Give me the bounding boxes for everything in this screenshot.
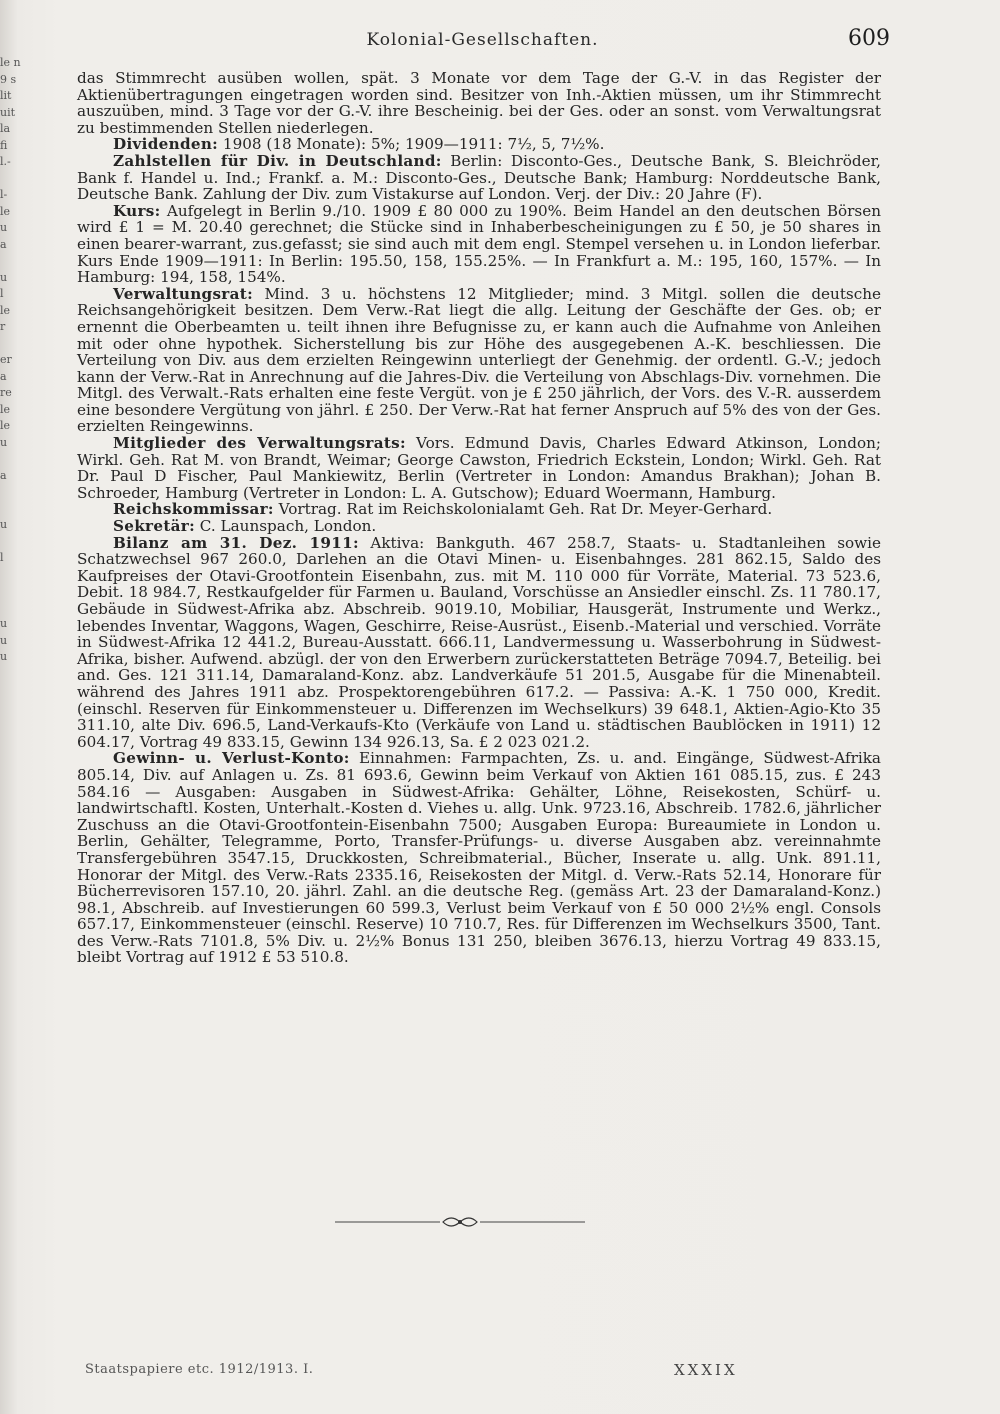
margin-fragment: [0, 600, 18, 617]
margin-fragment: er: [0, 353, 12, 366]
section-label: Zahlstellen für Div. in Deutschland:: [113, 151, 442, 170]
margin-fragment: le: [0, 204, 11, 218]
margin-fragment: [0, 484, 18, 501]
page-header: [75, 26, 890, 60]
page-number: 609: [848, 26, 890, 51]
paragraph-board-members: Mitglieder des Verwaltungsrats: Vors. Edmund Davis, Charles Edward Atkinson, London; Wirkl. Geh. Rat M. von Brandt, Weimar; George Cawston, Friedrich Eckstein, London; Wirkl. Geh. Rat Dr. Paul D Fischer, Paul Mankiewitz, Berlin (Vertreter in London: Amandus Brakhan); Johan B. Schroeder, Hamburg (Vertreter in London: L. A. Gutschow); Eduard Woermann, Hamburg.: [77, 434, 881, 502]
margin-fragment: u: [0, 617, 8, 630]
paragraph-board: Verwaltungsrat: Mind. 3 u. höchstens 12 Mitglieder; mind. 3 Mitgl. sollen die deutsche Reichsangehörigkeit besitzen. Dem Verw.-Rat liegt die allg. Leitung der Geschäfte der Ges. ob; er ernennt die Oberbeamten u. teilt ihnen ihre Befugnisse zu, er kann auch die Aufnahme von Anleihen mit oder ohne hypothek. Sicherstellung bis zur Höhe des ausgegebenen A.-K. beschliessen. Die Verteilung von Div. aus dem erzielten Reingewinn unterliegt der Genehmig. der ordentl. G.-V.; jedoch kann der Verw.-Rat in Anrechnung auf die Jahres-Div. die Verteilung von Abschlags-Div. vornehmen. Die Mitgl. des Verwalt.-Rats erhalten eine feste Vergüt. von je £ 250 jährlich, der Vors. des V.-R. ausserdem eine besondere Vergütung von jährl. £ 250. Der Verw.-Rat hat ferner Anspruch auf 5% des von der Ges. erzielten Reingewinns.: [77, 284, 881, 436]
body-text: [77, 70, 881, 966]
ornament-divider: [335, 1212, 585, 1232]
section-label: Dividenden:: [113, 135, 219, 154]
margin-fragment: u: [0, 518, 8, 531]
section-label: Sekretär:: [113, 517, 195, 536]
margin-fragment: [0, 567, 18, 584]
margin-fragment: [0, 583, 18, 600]
margin-fragment: [0, 534, 18, 551]
margin-fragment: a: [0, 237, 7, 251]
margin-fragment: u: [0, 633, 8, 647]
margin-fragment: a: [0, 468, 7, 482]
margin-fragment: l: [0, 551, 4, 564]
footer-sheet-number: XXXIX: [674, 1361, 738, 1379]
paragraph-dividends: Dividenden: 1908 (18 Monate): 5%; 1909—1911: 7½, 5, 7½%.: [113, 135, 605, 154]
margin-fragment: le: [0, 303, 11, 317]
adjacent-page-margin: [0, 55, 21, 675]
paragraph-price: Kurs: Aufgelegt in Berlin 9./10. 1909 £ 80 000 zu 190%. Beim Handel an den deutschen Börsen wird £ 1 = M. 20.40 gerechnet; die Stücke sind in Inhaberbescheinigungen zu £ 50, je 50 shares in einen bearer-warrant, zus.gefasst; sie sind auch mit dem engl. Stempel versehen u. in London lieferbar. Kurs Ende 1909—1911: In Berlin: 195.50, 158, 155.25%. — In Frankfurt a. M.: 195, 160, 157%. — In Hamburg: 194, 158, 154%.: [77, 201, 881, 287]
section-label: Gewinn- u. Verlust-Konto:: [113, 749, 350, 768]
margin-fragment: la: [0, 122, 11, 135]
section-label: Verwaltungsrat:: [113, 284, 253, 303]
margin-fragment: u: [0, 221, 8, 234]
margin-fragment: [0, 451, 18, 468]
margin-fragment: u: [0, 435, 8, 449]
running-head: Kolonial-Gesellschaften.: [366, 30, 599, 50]
margin-fragment: 9 s: [0, 72, 17, 86]
margin-fragment: lit: [0, 89, 12, 102]
margin-fragment: le: [0, 419, 11, 432]
margin-fragment: l-: [0, 188, 8, 201]
section-label: Bilanz am 31. Dez. 1911:: [113, 533, 359, 552]
margin-fragment: fi: [0, 138, 8, 152]
margin-fragment: a: [0, 369, 7, 383]
footer-signature: Staatspapiere etc. 1912/1913. I.: [85, 1362, 314, 1377]
margin-fragment: uit: [0, 105, 16, 119]
section-label: Mitglieder des Verwaltungsrats:: [113, 434, 406, 453]
margin-fragment: [0, 336, 18, 353]
paragraph-paying-agents: Zahlstellen für Div. in Deutschland: Berlin: Disconto-Ges., Deutsche Bank, S. Bleichröder, Bank f. Handel u. Ind.; Frankf. a. M.: Disconto-Ges., Deutsche Bank; Hamburg: Norddeutsche Bank, Deutsche Bank. Zahlung der Div. zum Vistakurse auf London. Verj. der Div.: 20 Jahre (F).: [77, 151, 881, 204]
margin-fragment: l: [0, 287, 4, 300]
margin-fragment: re: [0, 386, 12, 399]
section-label: Kurs:: [113, 201, 161, 220]
margin-fragment: [0, 501, 18, 518]
margin-fragment: u: [0, 650, 8, 663]
paragraph-commissioner: Reichskommissar: Vortrag. Rat im Reichskolonialamt Geh. Rat Dr. Meyer-Gerhard.: [113, 500, 773, 519]
margin-fragment: [0, 171, 18, 188]
margin-fragment: u: [0, 270, 8, 284]
paragraph-secretary: Sekretär: C. Launspach, London.: [113, 517, 377, 536]
margin-fragment: le n: [0, 56, 21, 69]
paragraph-profit-loss: Gewinn- u. Verlust-Konto: Einnahmen: Farmpachten, Zs. u. and. Eingänge, Südwest-Afrika 805.14, Div. auf Anlagen u. Zs. 81 693.6, Gewinn beim Verkauf von Aktien 161 085.15, zus. £ 243 584.16 — Ausgaben: Ausgaben in Südwest-Afrika: Gehälter, Löhne, Reisekosten, Schürf- u. landwirtschaftl. Kosten, Unterhalt.-Kosten d. Viehes u. allg. Unk. 9723.16, Abschreib. 1782.6, jährlicher Zuschuss an die Otavi-Grootfontein-Eisenbahn 7500; Ausgaben Europa: Bureaumiete in London u. Berlin, Gehälter, Telegramme, Porto, Transfer-Prüfungs- u. diverse Ausgaben abz. vereinnahmte Transfergebühren 3547.15, Druckkosten, Schreibmaterial., Bücher, Inserate u. allg. Unk. 891.11, Honorar der Mitgl. des Verw.-Rats 2335.16, Reisekosten der Mitgl. d. Verw.-Rats 52.14, Honorare für Bücherrevisoren 157.10, 20. jährl. Zahl. an die deutsche Reg. (gemäss Art. 23 der Damaraland-Konz.) 98.1, Abschreib. auf Investierungen 60 599.3, Verlust beim Verkauf von £ 50 000 2½% engl. Consols 657.17, Einkommensteuer (einschl. Reserve) 10 710.7, Res. für Differenzen im Wechselkurs 3500, Tant. des Verw.-Rats 7101.8, 5% Div. u. 2½% Bonus 131 250, bleiben 3676.13, hierzu Vortrag 49 833.15, bleibt Vortrag auf 1912 £ 53 510.8.: [77, 749, 881, 967]
margin-fragment: l.-: [0, 155, 11, 168]
margin-fragment: le: [0, 402, 11, 416]
margin-fragment: r: [0, 320, 6, 333]
section-label: Reichskommissar:: [113, 500, 274, 519]
paragraph-balance-sheet: Bilanz am 31. Dez. 1911: Aktiva: Bankguth. 467 258.7, Staats- u. Stadtanleihen sowie Schatzwechsel 967 260.0, Darlehen an die Otavi Minen- u. Eisenbahnges. 281 862.15, Saldo des Kaufpreises der Otavi-Grootfontein Eisenbahn, zus. mit M. 110 000 für Vorräte, Material. 73 523.6, Debit. 18 984.7, Restkaufgelder für Farmen u. Bauland, Vorschüsse an Ansiedler einschl. Zs. 11 780.17, Gebäude in Südwest-Afrika abz. Abschreib. 9019.10, Mobiliar, Hausgerät, Instrumente und Werkz., lebendes Inventar, Waggons, Wagen, Geschirre, Reise-Ausrüst., Eisenb.-Material und verschied. Vorräte in Südwest-Afrika 12 441.2, Bureau-Ausstatt. 666.11, Landvermessung u. Wasserbohrung in Südwest-Afrika, bisher. Aufwend. abzügl. der von den Erwerbern zurückerstatteten Beträge 7094.7, Beteilig. bei and. Ges. 121 311.14, Damaraland-Konz. abz. Landverkäufe 51 201.5, Ausgabe für die Minenabteil. während des Jahres 1911 abz. Prospektorengebühren 617.2. — Passiva: A.-K. 1 750 000, Kredit. (einschl. Reserven für Einkommensteuer u. Differenzen im Wechselkurs) 39 648.1, Aktien-Agio-Kto 35 311.10, alte Div. 696.5, Land-Verkaufs-Kto (Verkäufe von Land u. städtischen Baublöcken in 1911) 12 604.17, Vortrag 49 833.15, Gewinn 134 926.13, Sa. £ 2 023 021.2.: [77, 533, 882, 751]
margin-fragment: [0, 253, 18, 270]
paragraph-voting-rights: das Stimmrecht ausüben wollen, spät. 3 Monate vor dem Tage der G.-V. in das Register der Aktienübertragungen eingetragen worden sind. Besitzer von Inh.-Aktien müssen, um ihr Stimmrecht auszuüben, mind. 3 Tage vor der G.-V. ihre Bescheinig. bei der Ges. oder an sonst. vom Verwaltungsrat zu bestimmenden Stellen niederlegen.: [77, 69, 881, 137]
